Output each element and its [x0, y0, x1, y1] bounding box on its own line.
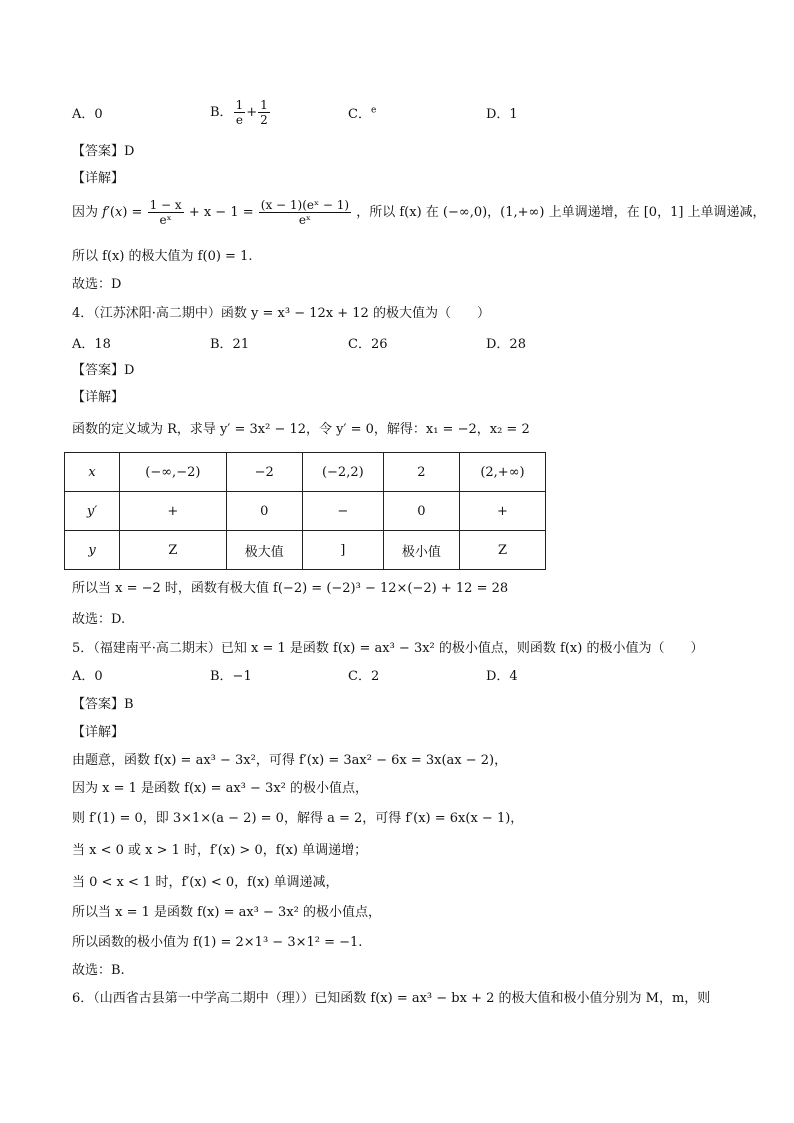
q4-option-c: C．26	[348, 337, 388, 352]
q3-option-d: D．1	[486, 107, 518, 122]
table-cell: 极大值	[226, 531, 302, 570]
table-cell: (2,+∞)	[459, 453, 545, 492]
q5-option-a: A．0	[72, 669, 103, 684]
q5-solution-line: 由题意，函数 f(x) = ax³ − 3x²，可得 f′(x) = 3ax² − 6x = 3x(ax − 2)，	[72, 753, 508, 768]
q4-solution-line-1: 函数的定义域为 R，求导 y′ = 3x² − 12，令 y′ = 0，解得：x₁ = −2，x₂ = 2	[72, 422, 530, 437]
q4-solution-line-2: 所以当 x = −2 时，函数有极大值 f(−2) = (−2)³ − 12×(−2) + 12 = 28	[72, 581, 509, 596]
table-cell: y	[65, 531, 120, 570]
table-cell: −	[302, 492, 383, 531]
q3-option-b: B． $\frac{1}{e}$ + $\frac{1}{2}$	[210, 98, 268, 127]
table-cell: 0	[226, 492, 302, 531]
q5-solution-line: 因为 x = 1 是函数 f(x) = ax³ − 3x² 的极小值点，	[72, 781, 368, 796]
table-cell: (−∞,−2)	[120, 453, 227, 492]
q4-option-b: B．21	[210, 337, 250, 352]
table-cell: +	[459, 492, 545, 531]
q3-solution-line-2: 所以 f(x) 的极大值为 f(0) = 1.	[72, 249, 253, 264]
table-cell: y′	[65, 492, 120, 531]
q5-answer: 【答案】B	[72, 697, 134, 712]
q5-option-c: C．2	[348, 669, 380, 684]
q5-solution-line: 则 f′(1) = 0，即 3×1×(a − 2) = 0，解得 a = 2，可得 f′(x) = 6x(x − 1)，	[72, 811, 524, 826]
table-cell: (−2,2)	[302, 453, 383, 492]
q5-choose: 故选：B.	[72, 963, 125, 978]
q4-detail-label: 【详解】	[72, 390, 125, 405]
q4-answer: 【答案】D	[72, 363, 135, 378]
table-cell: +	[120, 492, 227, 531]
q5-solution-line: 所以当 x = 1 是函数 f(x) = ax³ − 3x² 的极小值点，	[72, 905, 381, 920]
q3-option-a: A．0	[72, 107, 103, 122]
table-cell: x	[65, 453, 120, 492]
q5-option-b: B．−1	[210, 669, 252, 684]
q4-choose: 故选：D.	[72, 612, 126, 627]
table-cell: −2	[226, 453, 302, 492]
table-cell: Z	[459, 531, 545, 570]
q5-detail-label: 【详解】	[72, 725, 125, 740]
q4-option-d: D．28	[486, 337, 526, 352]
q3-option-c: C．$^e$	[348, 105, 377, 122]
table-cell: 2	[383, 453, 459, 492]
table-cell: Z	[120, 531, 227, 570]
table-cell: 极小值	[383, 531, 459, 570]
q5-solution-line: 所以函数的极小值为 f(1) = 2×1³ − 3×1² = −1.	[72, 935, 363, 950]
q5-option-d: D．4	[486, 669, 518, 684]
variation-table	[64, 452, 546, 570]
table-cell: 0	[383, 492, 459, 531]
q3-solution-line-1: 因为 f′(x) = $\frac{1 - x}{\text{eˣ}}$ + x − 1 = $\frac{\text{(x − 1)(eˣ − 1)}}{\text{eˣ}}$ ，所以 f(x) 在 (−∞,0)，(1,+∞) 上单调递增，在 [0，1] 上单调递减，	[72, 198, 766, 227]
table-row	[65, 531, 546, 570]
q3-choose: 故选：D	[72, 277, 122, 292]
table-row	[65, 492, 546, 531]
q5-solution-line: 当 0 < x < 1 时，f′(x) < 0，f(x) 单调递减，	[72, 875, 339, 890]
table-cell: ]	[302, 531, 383, 570]
q3-detail-label: 【详解】	[72, 171, 125, 186]
q4-stem: 4．（江苏沭阳·高二期中）函数 y = x³ − 12x + 12 的极大值为（ ）	[72, 306, 490, 321]
q3-answer: 【答案】D	[72, 144, 135, 159]
q5-stem: 5．（福建南平·高二期末）已知 x = 1 是函数 f(x) = ax³ − 3x² 的极小值点，则函数 f(x) 的极小值为（ ）	[72, 641, 704, 656]
q6-stem: 6．（山西省古县第一中学高二期中（理））已知函数 f(x) = ax³ − bx + 2 的极大值和极小值分别为 M，m，则	[72, 991, 711, 1006]
table-row	[65, 453, 546, 492]
q4-option-a: A．18	[72, 337, 111, 352]
q5-solution-line: 当 x < 0 或 x > 1 时，f′(x) > 0，f(x) 单调递增；	[72, 843, 368, 858]
